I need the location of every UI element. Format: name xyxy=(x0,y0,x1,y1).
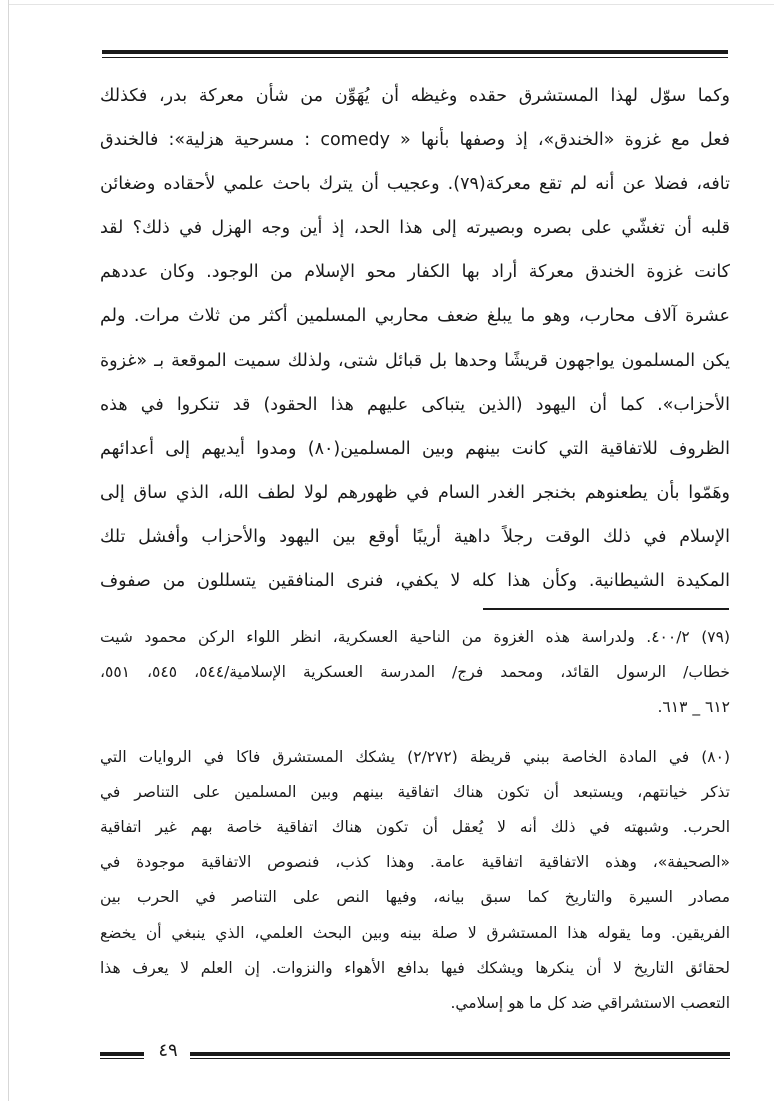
footnote-line: تذكر خيانتهم، ويستبعد أن تكون هناك اتفاقية بينهم وبين المسلمين على التناصر في xyxy=(100,782,730,801)
header-rule-thin xyxy=(102,57,728,58)
footer-rule-short-thin xyxy=(100,1058,144,1059)
page-number: ٤٩ xyxy=(158,1040,178,1061)
text-line: قلبه أن تغشّي على بصره وبصيرته إلى هذا الحد، إذ أين وجه الهزل في ذلك؟ لقد xyxy=(100,218,730,239)
footnotes xyxy=(100,620,730,1021)
text-line: كانت غزوة الخندق معركة أراد بها الكفار محو الإسلام من الوجود. وكان عددهم xyxy=(100,262,730,283)
footnote-line: خطاب/ الرسول القائد، ومحمد فرج/ المدرسة العسكرية الإسلامية/٥٤٤، ٥٤٥، ٥٥١، xyxy=(100,663,730,682)
page-footer xyxy=(100,1040,730,1064)
footnote-80 xyxy=(100,740,730,1022)
text-line: وكما سوّل لهذا المستشرق حقده وغيظه أن يُهَوِّن من شأن معركة بدر، فكذلك xyxy=(100,86,730,106)
footnote-line: (٨٠) في المادة الخاصة ببني قريظة (٢/٢٧٢) يشكك المستشرق فاكا في الروايات التي xyxy=(100,747,730,766)
text-line: عشرة آلاف محارب، وهو ما يبلغ ضعف محاربي المسلمين أكثر من ثلاث مرات. ولم xyxy=(100,306,730,327)
footnote-line: مصادر السيرة والتاريخ كما سبق بيانه، وفيها النص على التناصر في الحرب بين xyxy=(100,888,730,907)
main-text xyxy=(100,74,730,603)
text-line: يكن المسلمون يواجهون قريشًا وحدها بل قبائل شتى، ولذلك سميت الموقعة بـ «غزوة xyxy=(100,350,730,371)
footer-rule xyxy=(190,1052,730,1056)
text-line: تافه، فضلا عن أنه لم تقع معركة(٧٩). وعجيب أن يترك باحث علمي لأحقاده وضغائن xyxy=(100,174,730,195)
footnote-separator xyxy=(483,608,729,610)
text-line: الأحزاب». كما أن اليهود (الذين يتباكى عليهم هذا الحقود) قد تنكروا في هذه xyxy=(100,394,730,415)
text-line: وهَمّوا بأن يطعنوهم بخنجر الغدر السام في ظهورهم لولا لطف الله، الذي ساق إلى xyxy=(100,482,730,503)
footnote-79 xyxy=(100,620,730,726)
footnote-line: ٦١٢ _ ٦١٣. xyxy=(657,698,730,717)
text-line: فعل مع غزوة «الخندق»، إذ وصفها بأنها « comedy : مسرحية هزلية»: فالخندق xyxy=(100,130,730,151)
text-line: الإسلام في ذلك الوقت رجلاً داهية أريبًا أوقع بين اليهود والأحزاب وأفشل تلك xyxy=(100,526,730,547)
footnote-line: الفريقين. وما يقوله هذا المستشرق لا صلة بينه وبين البحث العلمي، الذي ينبغي أن يخضع xyxy=(100,923,730,942)
footer-rule-thin xyxy=(190,1058,730,1059)
header-rule xyxy=(102,50,728,54)
scan-edge-left xyxy=(8,0,9,1101)
footnote-line: التعصب الاستشراقي ضد كل ما هو إسلامي. xyxy=(450,993,730,1012)
text-line: الظروف للاتفاقية التي كانت بينهم وبين المسلمين(٨٠) ومدوا أيديهم إلى أعدائهم xyxy=(100,438,730,459)
footnote-line: «الصحيفة»، وهذه الاتفاقية اتفاقية عامة. وهذا كذب، فنصوص الاتفاقية موجودة في xyxy=(100,853,730,872)
footer-rule-short xyxy=(100,1052,144,1056)
scan-edge-top xyxy=(9,4,774,5)
text-line: المكيدة الشيطانية. وكأن هذا كله لا يكفي، فنرى المنافقين يتسللون من صفوف xyxy=(100,571,730,592)
footnote-line: الحرب. وشبهته في ذلك أنه لا يُعقل أن تكون هناك اتفاقية خاصة بهم غير اتفاقية xyxy=(100,817,730,836)
footnote-line: لحقائق التاريخ لا أن ينكرها ويشكك فيها بدافع الأهواء والنزوات. إن العلم لا يعرف هذا xyxy=(100,958,730,977)
footnote-line: (٧٩) ٤٠٠/٢. ولدراسة هذه الغزوة من الناحية العسكرية، انظر اللواء الركن محمود شيت xyxy=(100,628,730,646)
